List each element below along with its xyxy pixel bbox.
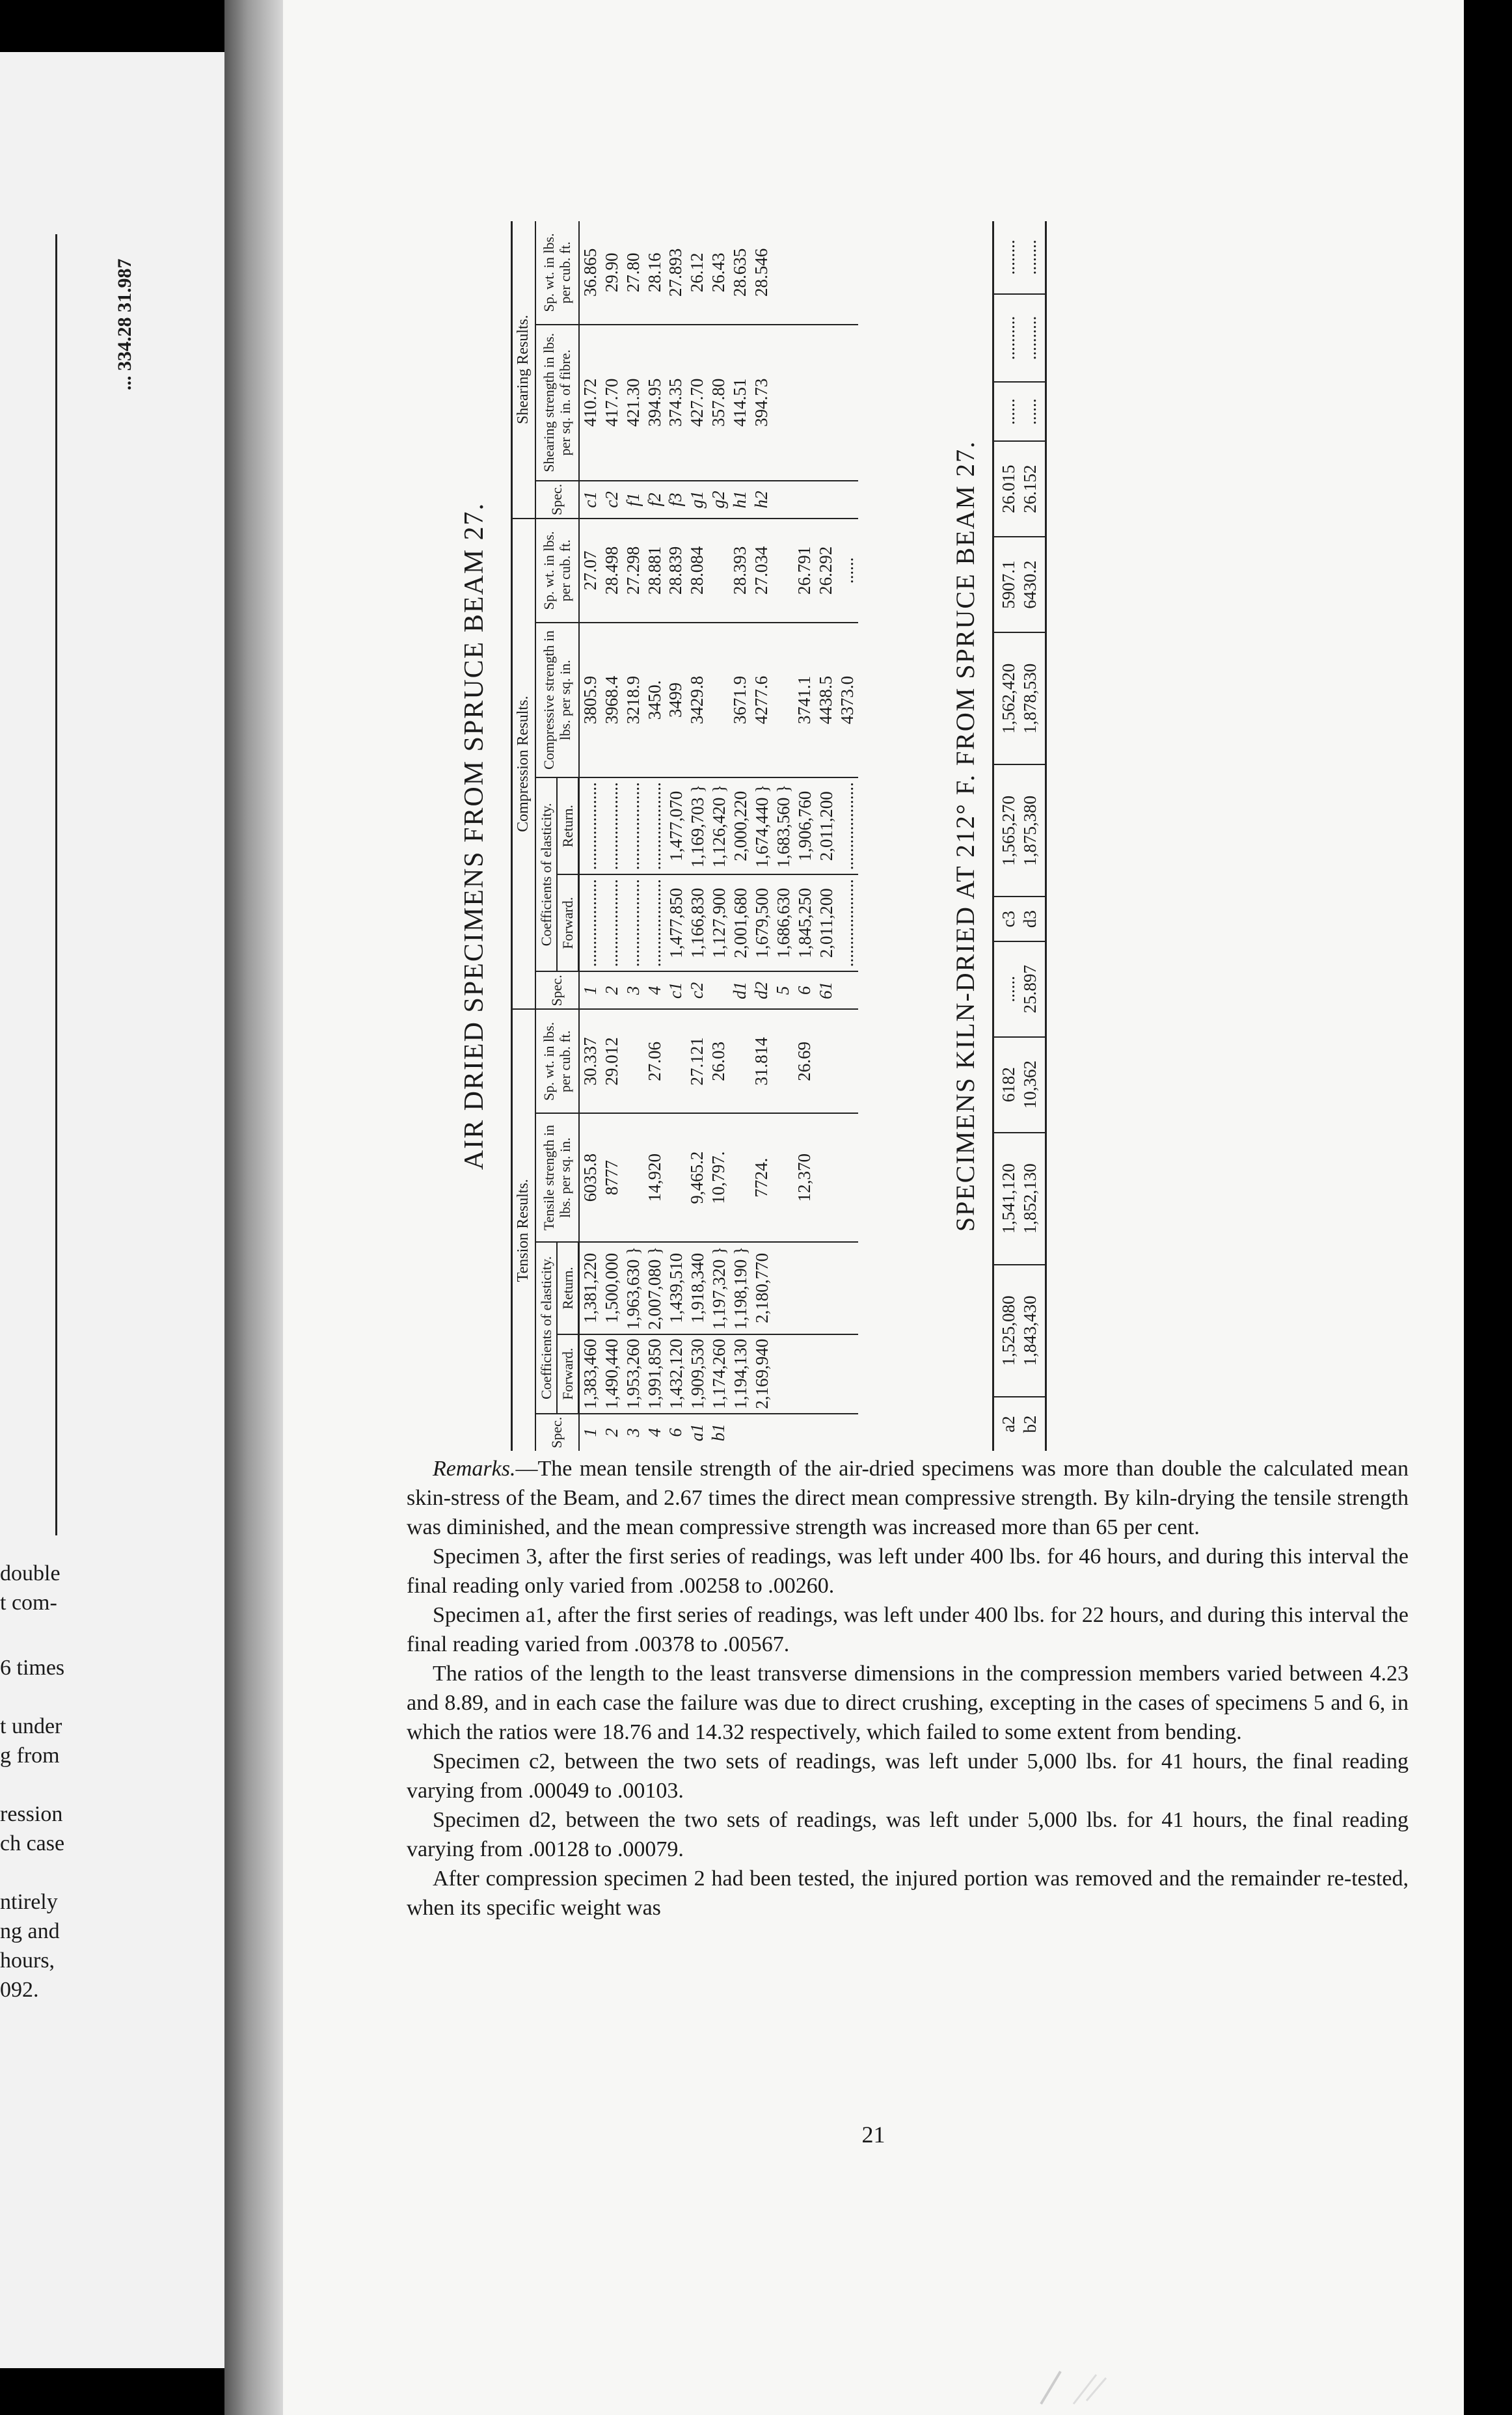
facing-text-fragment: ntirely <box>0 1890 58 1914</box>
kiln-dried-table <box>992 221 1047 1451</box>
compression-return-cell: .................... .................... .................... .................... 1,477,070 1,169,703 } 1,126,420 } 2,000,220 1,674,440 } 1,683,560 } 1,906,760 2,011,200 .................... <box>579 777 859 874</box>
kiln-tension-return: 1,541,120 1,852,130 <box>993 1133 1046 1265</box>
col-spec: Spec. <box>535 481 579 519</box>
compression-forward-cell: .................... .................... .................... .................... 1,477,850 1,166,830 1,127,900 2,001,680 1,679,500 1,686,630 1,845,250 2,011,200 .................... <box>579 874 859 971</box>
facing-text-fragment: t com- <box>0 1591 57 1615</box>
remarks-paragraph <box>407 1454 1409 1542</box>
facing-text-fragment: ng and <box>0 1919 60 1943</box>
remarks-label: Remarks. <box>433 1457 516 1481</box>
facing-page <box>0 52 224 2368</box>
col-tensile-strength: Tensile strength in lbs. per sq. in. <box>535 1113 579 1242</box>
scan-artifact-mark <box>1034 2368 1113 2407</box>
compression-sp-wt-cell: 27.07 28.498 27.298 28.881 28.839 28.084 28.393 27.034 26.791 26.292 ...... <box>579 519 859 623</box>
table-title: AIR DRIED SPECIMENS FROM SPRUCE BEAM 27. <box>459 502 489 1170</box>
book-page <box>283 0 1464 2415</box>
remarks-paragraph: After compression specimen 2 had been tested, the injured portion was removed and the remainder re-tested, when its specific weight was <box>407 1867 1409 1920</box>
facing-text-fragment: double <box>0 1561 61 1585</box>
col-spec: Spec. <box>535 1414 579 1451</box>
kiln-shearing-spec: ...... ...... <box>993 382 1046 441</box>
shearing-spec-cell: c1 c2 f1 f2 f3 g1 g2 h1 h2 <box>579 481 859 519</box>
facing-text-fragment: ch case <box>0 1831 65 1855</box>
col-compressive-strength: Compressive strength in lbs. per sq. in. <box>535 623 579 777</box>
kiln-compression-spec: c3 d3 <box>993 897 1046 941</box>
remarks-section <box>407 1454 1409 1923</box>
col-coeff-elasticity: Coefficients of elasticity. <box>535 1242 557 1414</box>
kiln-compression-return: 1,562,420 1,878,530 <box>993 632 1046 764</box>
tension-strength-cell: 6035.8 8777 14,920 9,465.2 10,797. 7724. 12,370 <box>579 1113 859 1242</box>
col-forward: Forward. <box>557 1334 579 1414</box>
table-body-row <box>579 221 859 1451</box>
tension-return-cell: 1,381,220 1,500,000 1,963,630 } 2,007,080 } 1,439,510 1,918,340 1,197,320 } 1,198,190 } 2,180,770 <box>579 1242 859 1334</box>
remarks-paragraph: Specimen 3, after the first series of readings, was left under 400 lbs. for 46 hours, and during this interval the final reading only varied from .00258 to .00260. <box>407 1545 1409 1598</box>
col-coeff-elasticity: Coefficients of elasticity. <box>535 777 557 971</box>
kiln-compression-strength: 5907.1 6430.2 <box>993 537 1046 632</box>
kiln-tension-forward: 1,525,080 1,843,430 <box>993 1265 1046 1397</box>
compression-group-header: Compression Results. <box>512 519 535 1010</box>
shearing-group-header: Shearing Results. <box>512 221 535 519</box>
rotated-table-block <box>459 221 1135 1451</box>
page-number: 21 <box>861 2122 885 2148</box>
col-sp-wt: Sp. wt. in lbs. per cub. ft. <box>535 519 579 623</box>
kiln-compression-sp-wt: 26.015 26.152 <box>993 441 1046 537</box>
kiln-tension-spec: a2 b2 <box>999 1415 1040 1433</box>
compression-strength-cell: 3805.9 3968.4 3218.9 3450. 3499 3429.8 3671.9 4277.6 3741.1 4438.5 4373.0 <box>579 623 859 777</box>
col-return: Return. <box>557 777 579 874</box>
compression-spec-cell: 1 2 3 4 c1 c2 d1 d2 5 6 61 <box>579 971 859 1009</box>
remarks-paragraph: Specimen a1, after the first series of readings, was left under 400 lbs. for 22 hours, and during this interval the final reading varied from .00378 to .00567. <box>407 1603 1409 1656</box>
facing-text-fragment: 6 times <box>0 1656 65 1680</box>
table-rule <box>55 234 57 1535</box>
facing-text-fragment: g from <box>0 1744 60 1768</box>
shearing-strength-cell: 410.72 417.70 421.30 394.95 374.35 427.70 357.80 414.51 394.73 <box>579 325 859 481</box>
remarks-paragraph: Specimen c2, between the two sets of readings, was left under 5,000 lbs. for 41 hours, the final reading varying from .00049 to .00103. <box>407 1749 1409 1803</box>
col-sp-wt: Sp. wt. in lbs. per cub. ft. <box>535 1009 579 1113</box>
kiln-tension-sp-wt: ...... 25.897 <box>993 941 1046 1037</box>
book-gutter <box>224 0 283 2415</box>
facing-text-fragment: ression <box>0 1802 63 1826</box>
tension-sp-wt-cell: 30.337 29.012 27.06 27.121 26.03 31.814 26.69 <box>579 1009 859 1113</box>
tension-forward-cell: 1,383,460 1,490,440 1,953,260 1,991,850 1,432,120 1,909,530 1,174,260 1,194,130 2,169,940 <box>579 1334 859 1414</box>
facing-text-fragment: t under <box>0 1714 62 1738</box>
kiln-compression-forward: 1,565,270 1,875,380 <box>993 764 1046 897</box>
col-return: Return. <box>557 1242 579 1334</box>
kiln-shearing-sp-wt: ........ ........ <box>993 221 1046 294</box>
kiln-dried-title: SPECIMENS KILN-DRIED AT 212° F. FROM SPRUCE BEAM 27. <box>951 440 980 1232</box>
tension-group-header: Tension Results. <box>512 1009 535 1451</box>
table-body-row <box>993 221 1046 1451</box>
remarks-text: —The mean tensile strength of the air-dried specimens was more than double the calculated mean skin-stress of the Beam, and 2.67 times the direct mean compressive strength. By kiln-drying the tensile strength was diminished, and the mean compressive strength was increased more than 65 per cent. <box>407 1457 1409 1539</box>
remarks-paragraph: Specimen d2, between the two sets of readings, was left under 5,000 lbs. for 41 hours, the final reading varying from .00128 to .00079. <box>407 1808 1409 1861</box>
kiln-tension-strength: 6182 10,362 <box>993 1037 1046 1133</box>
col-forward: Forward. <box>557 874 579 971</box>
facing-text-fragment: hours, <box>0 1949 55 1973</box>
facing-text-fragment: 092. <box>0 1978 39 2002</box>
remarks-paragraph: The ratios of the length to the least transverse dimensions in the compression members varied between 4.23 and 8.89, and in each case the failure was due to direct crushing, excepting in the cases of specimens 5 and 6, in which the ratios were 18.76 and 14.32 respectively, which failed to some extent from bending. <box>407 1662 1409 1744</box>
shearing-sp-wt-cell: 36.865 29.90 27.80 28.16 27.893 26.12 26.43 28.635 28.546 <box>579 221 859 325</box>
kiln-shearing-strength: .......... .......... <box>993 294 1046 383</box>
col-spec: Spec. <box>535 971 579 1009</box>
facing-page-table-edge: ... 334.28 31.987 <box>114 258 135 390</box>
tension-spec-cell: 1 2 3 4 6 a1 b1 <box>580 1423 729 1442</box>
air-dried-table <box>511 221 858 1451</box>
col-sp-wt: Sp. wt. in lbs. per cub. ft. <box>535 221 579 325</box>
col-shearing-strength: Shearing strength in lbs. per sq. in. of fibre. <box>535 325 579 481</box>
